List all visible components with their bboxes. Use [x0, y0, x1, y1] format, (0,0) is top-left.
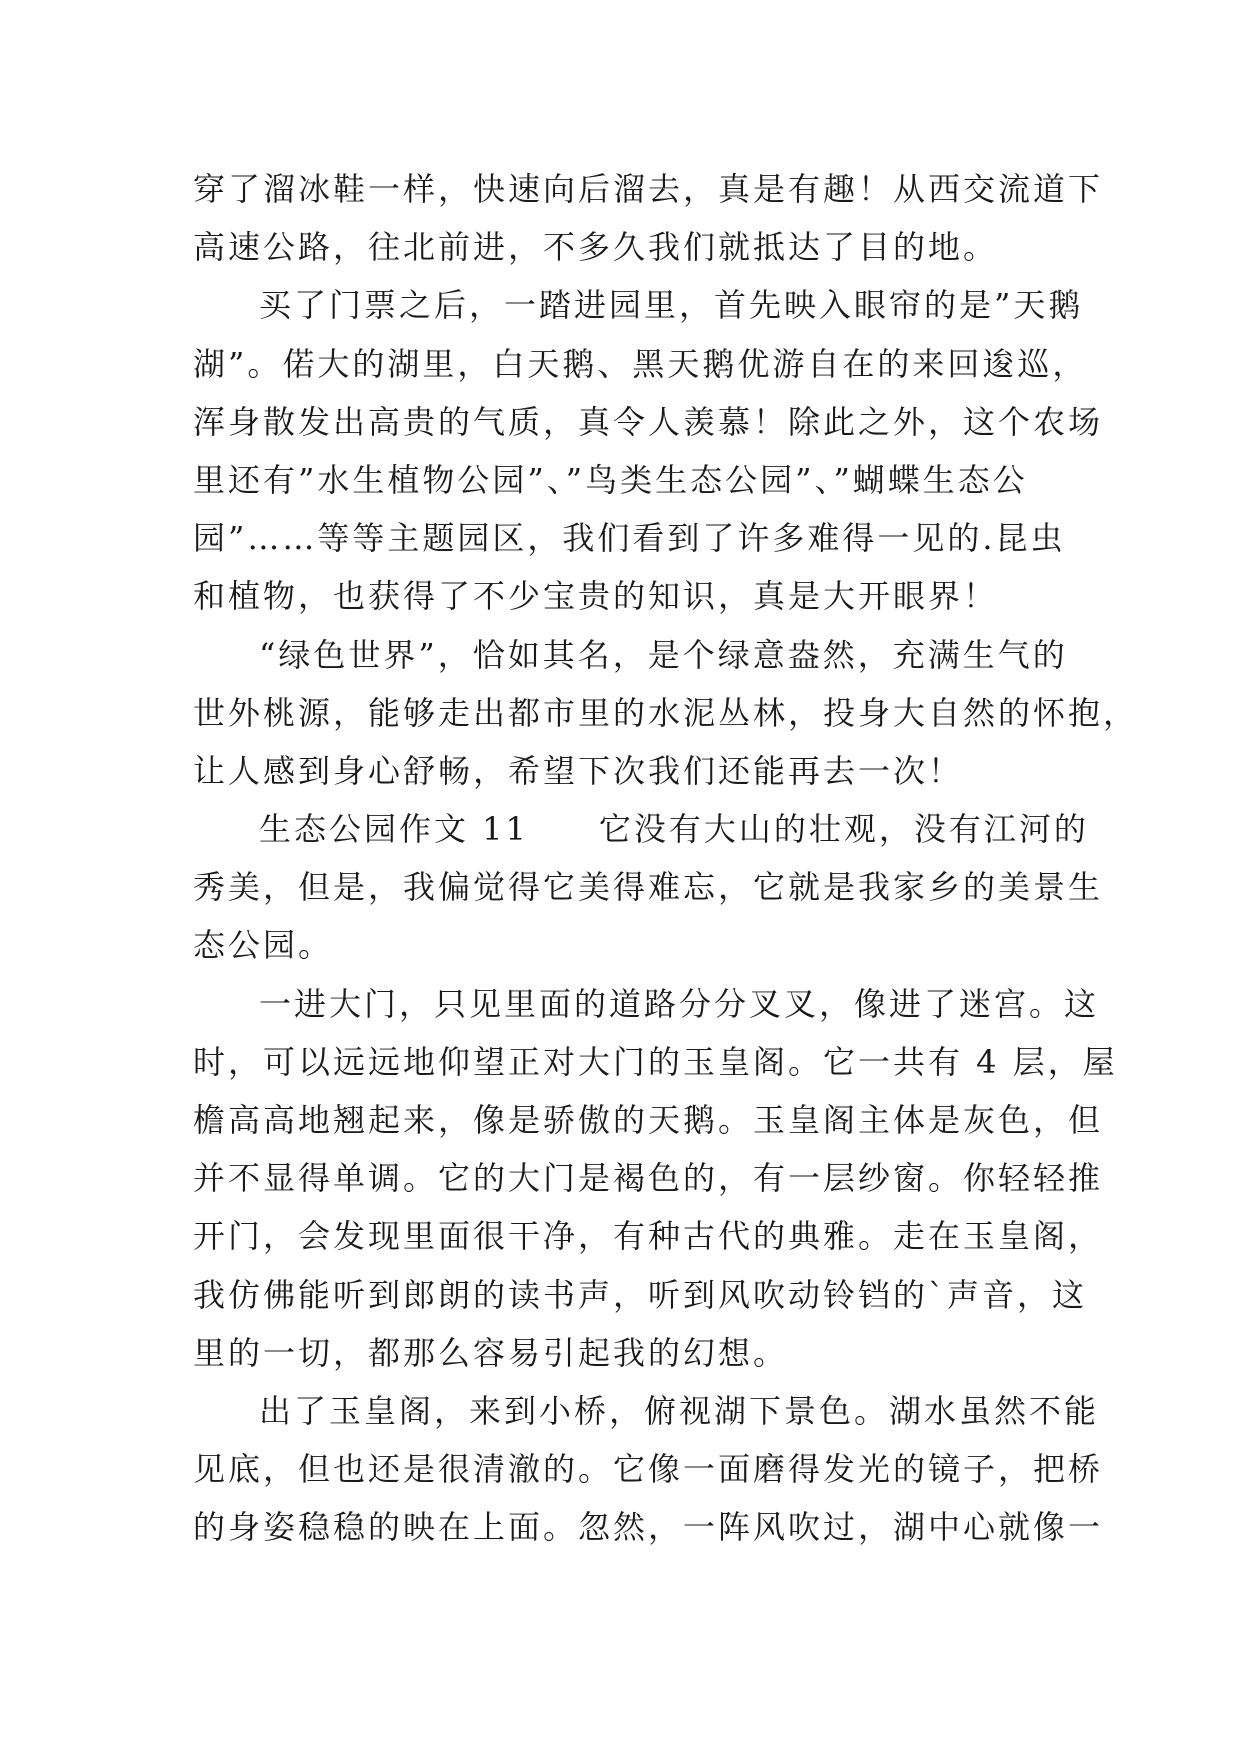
text-line: 开门，会发现里面很干净，有种古代的典雅。走在玉皇阁， — [193, 1217, 1104, 1256]
text-line: 世外桃源，能够走出都市里的水泥丛林，投身大自然的怀抱， — [193, 693, 1139, 732]
text-line: 我仿佛能听到郎朗的读书声，听到风吹动铃铛的`声音，这 — [193, 1275, 1088, 1314]
paragraph-start-line: 出了玉皇阁，来到小桥，俯视湖下景色。湖水虽然不能 — [259, 1391, 1100, 1430]
paragraph-start-line: “绿色世界”，恰如其名，是个绿意盎然，充满生气的 — [259, 635, 1068, 674]
text-line: 态公园。 — [193, 926, 334, 965]
text-line: 高速公路，往北前进，不多久我们就抵达了目的地。 — [193, 228, 999, 267]
text-line: 秀美，但是，我偏觉得它美得难忘，它就是我家乡的美景生 — [193, 868, 1104, 907]
text-line: 里还有”水生植物公园”、”鸟类生态公园”、”蝴蝶生态公 — [193, 460, 1028, 499]
text-line: 檐高高地翘起来，像是骄傲的天鹅。玉皇阁主体是灰色，但 — [193, 1101, 1104, 1139]
text-line: 并不显得单调。它的大门是褐色的，有一层纱窗。你轻轻推 — [193, 1159, 1104, 1198]
essay-body — [193, 160, 1139, 1557]
text-line: 时，可以远远地仰望正对大门的玉皇阁。它一共有 4 层，屋 — [193, 1042, 1118, 1081]
paragraph-start-line: 一进大门，只见里面的道路分分叉叉，像进了迷宫。这 — [259, 984, 1100, 1023]
text-line: 园”……等等主题园区，我们看到了许多难得一见的.昆虫 — [193, 519, 1066, 558]
text-line: 的身姿稳稳的映在上面。忽然，一阵风吹过，湖中心就像一 — [193, 1508, 1104, 1547]
text-line: 见底，但也还是很清澈的。它像一面磨得发光的镜子，把桥 — [193, 1450, 1104, 1489]
text-line: 浑身散发出高贵的气质，真令人羡慕！除此之外，这个农场 — [193, 402, 1104, 441]
text-line: 让人感到身心舒畅，希望下次我们还能再去一次！ — [193, 751, 964, 790]
text-line: 湖”。偌大的湖里，白天鹅、黑天鹅优游自在的来回逡巡， — [193, 344, 1088, 383]
text-line: 里的一切，都那么容易引起我的幻想。 — [193, 1333, 789, 1372]
text-line: 和植物，也获得了不少宝贵的知识，真是大开眼界！ — [193, 577, 999, 616]
section-title-line: 生态公园作文 11 它没有大山的壮观，没有江河的 — [259, 810, 1089, 849]
paragraph-start-line: 买了门票之后，一踏进园里，首先映入眼帘的是”天鹅 — [259, 286, 1084, 325]
text-line: 穿了溜冰鞋一样，快速向后溜去，真是有趣！从西交流道下 — [193, 170, 1104, 208]
